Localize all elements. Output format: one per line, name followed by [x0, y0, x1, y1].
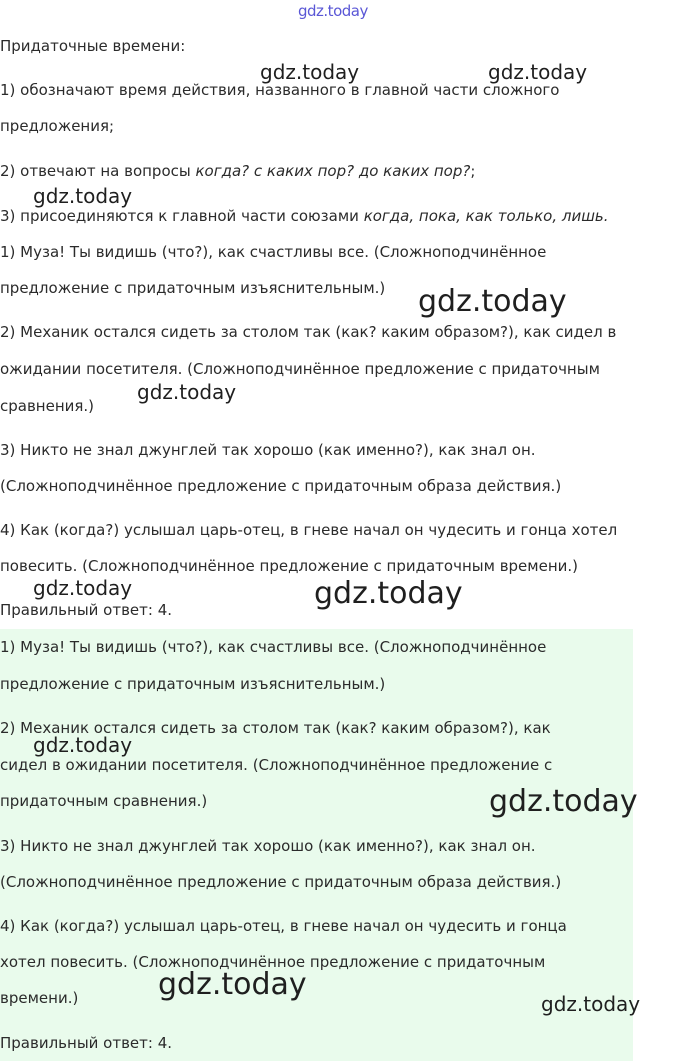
watermark: gdz.today	[541, 992, 641, 1016]
answer-box-answer: Правильный ответ: 4.	[0, 1034, 173, 1052]
theory-title: Придаточные времени:	[0, 37, 186, 55]
analysis-answer: Правильный ответ: 4.	[0, 601, 173, 619]
watermark: gdz.today	[488, 60, 588, 84]
header-watermark: gdz.today	[298, 2, 368, 20]
analysis-sentence-4-line-1: 4) Как (когда?) услышал царь-отец, в гневе начал он чудесить и гонца хотел	[0, 521, 618, 539]
analysis-sentence-1-line-1: 1) Муза! Ты видишь (что?), как счастливы все. (Сложноподчинённое	[0, 243, 547, 261]
theory-point-3-conjunctions: когда, пока, как только, лишь.	[363, 207, 609, 225]
watermark: gdz.today	[137, 380, 237, 404]
theory-point-3-prefix: 3) присоединяются к главной части союзами	[0, 207, 364, 225]
theory-point-1-line-2: предложения;	[0, 117, 115, 135]
answer-box-sentence-1-line-2: предложение с придаточным изъяснительным.)	[0, 675, 386, 693]
watermark: gdz.today	[260, 60, 360, 84]
answer-box-sentence-3-line-1: 3) Никто не знал джунглей так хорошо (как именно?), как знал он.	[0, 837, 536, 855]
analysis-sentence-4-line-2: повесить. (Сложноподчинённое предложение с придаточным времени.)	[0, 557, 579, 575]
theory-point-2-suffix: ;	[470, 162, 476, 180]
answer-box-sentence-1-line-1: 1) Муза! Ты видишь (что?), как счастливы все. (Сложноподчинённое	[0, 638, 547, 656]
answer-box-sentence-2-line-1: 2) Механик остался сидеть за столом так (как? каким образом?), как	[0, 719, 551, 737]
watermark: gdz.today	[489, 784, 638, 819]
theory-point-2-questions: когда? с каких пор? до каких пор?	[195, 162, 471, 180]
answer-box-sentence-4-line-3: времени.)	[0, 989, 79, 1007]
answer-box-sentence-2-line-2: сидел в ожидании посетителя. (Сложноподчинённое предложение с	[0, 756, 553, 774]
watermark: gdz.today	[158, 967, 307, 1002]
answer-box-sentence-4-line-1: 4) Как (когда?) услышал царь-отец, в гневе начал он чудесить и гонца	[0, 917, 567, 935]
watermark: gdz.today	[33, 184, 133, 208]
watermark: gdz.today	[33, 733, 133, 757]
answer-box-sentence-2-line-3: придаточным сравнения.)	[0, 792, 208, 810]
analysis-sentence-2-line-1: 2) Механик остался сидеть за столом так (как? каким образом?), как сидел в	[0, 323, 617, 341]
theory-point-3	[0, 206, 609, 226]
theory-point-2-prefix: 2) отвечают на вопросы	[0, 162, 196, 180]
answer-box-sentence-3-line-2: (Сложноподчинённое предложение с придаточным образа действия.)	[0, 873, 562, 891]
watermark: gdz.today	[418, 284, 567, 319]
answer-box-sentence-4-line-2: хотел повесить. (Сложноподчинённое предложение с придаточным	[0, 953, 546, 971]
analysis-sentence-3-line-1: 3) Никто не знал джунглей так хорошо (как именно?), как знал он.	[0, 441, 536, 459]
watermark: gdz.today	[33, 576, 133, 600]
watermark: gdz.today	[314, 576, 463, 611]
analysis-sentence-2-line-3: сравнения.)	[0, 397, 95, 415]
analysis-sentence-2-line-2: ожидании посетителя. (Сложноподчинённое предложение с придаточным	[0, 360, 600, 378]
analysis-sentence-1-line-2: предложение с придаточным изъяснительным.)	[0, 279, 386, 297]
analysis-sentence-3-line-2: (Сложноподчинённое предложение с придаточным образа действия.)	[0, 477, 562, 495]
theory-point-2	[0, 161, 475, 181]
theory-point-1-line-1: 1) обозначают время действия, названного в главной части сложного	[0, 81, 560, 99]
